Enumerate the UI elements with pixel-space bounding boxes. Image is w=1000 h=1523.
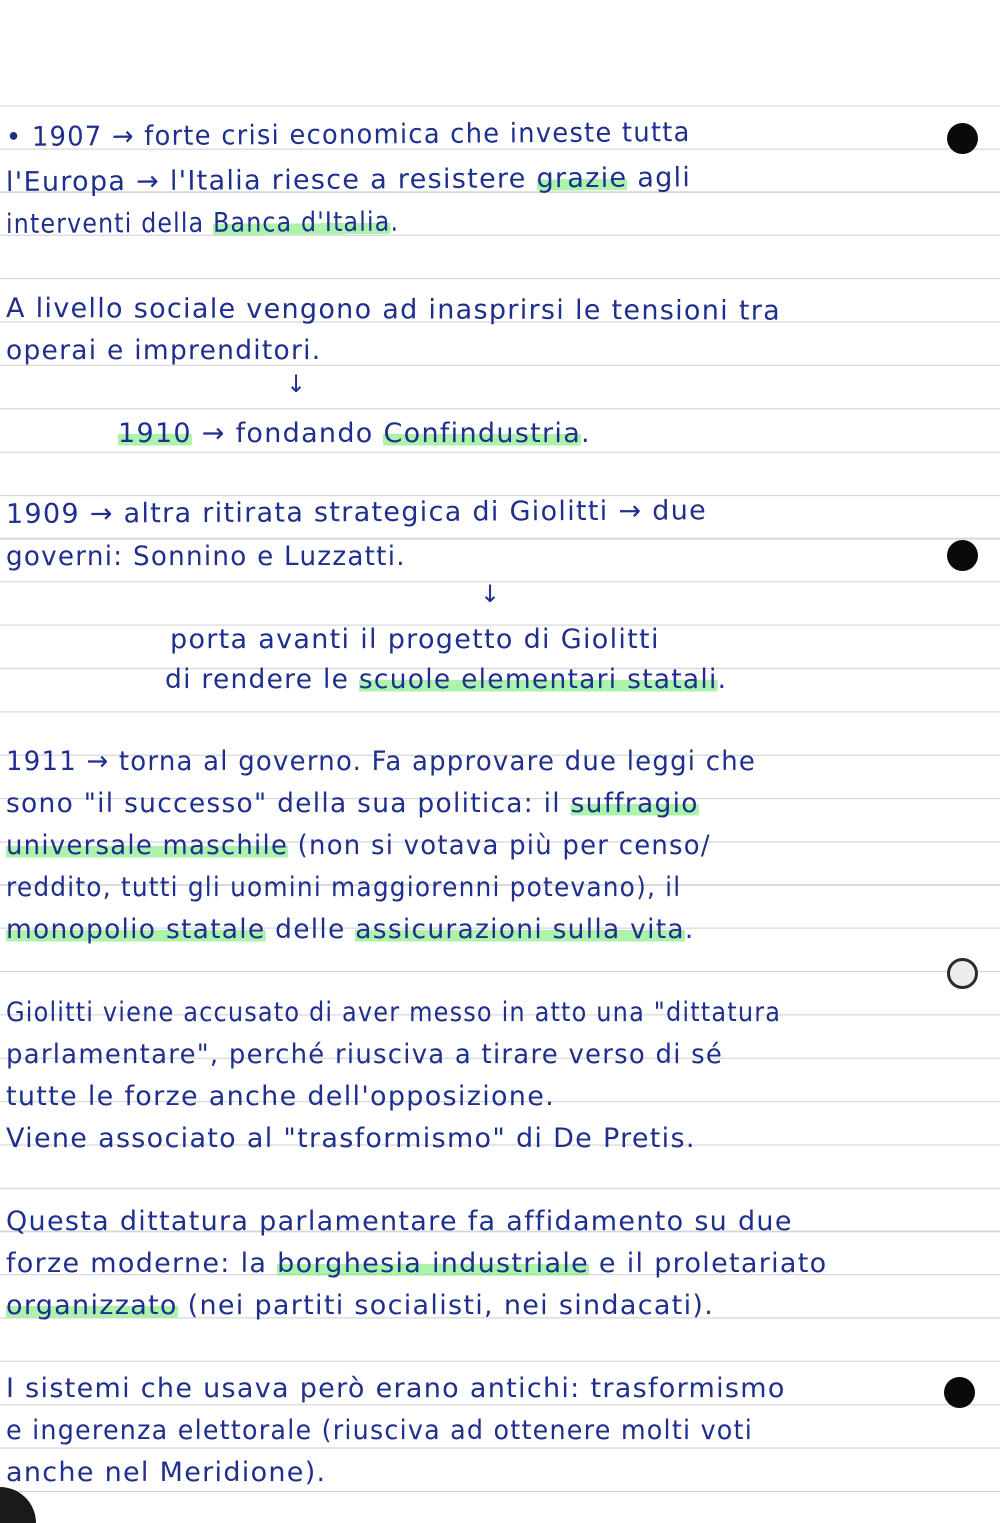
note-line: I sistemi che usava però erano antichi: trasformismo: [6, 1373, 786, 1404]
note-text: delle: [265, 914, 356, 945]
down-arrow-icon: ↓: [480, 580, 501, 608]
note-text: .: [390, 206, 400, 238]
note-line: [6, 203, 399, 245]
note-text: .: [684, 914, 695, 945]
note-line: [6, 158, 691, 203]
note-line: anche nel Meridione).: [6, 1457, 327, 1488]
note-line: [6, 826, 711, 866]
note-line: 1909 → altra ritirata strategica di Giolitti → due: [5, 495, 708, 530]
note-line: porta avanti il progetto di Giolitti: [170, 624, 660, 655]
note-line: [6, 1286, 714, 1326]
note-line: Questa dittatura parlamentare fa affidamento su due: [6, 1206, 793, 1237]
note-text: forze moderne: la: [6, 1248, 278, 1279]
note-text: di rendere le: [165, 664, 359, 695]
binder-hole-icon: [947, 540, 978, 571]
note-text: agli: [627, 162, 692, 194]
note-line: operai e imprenditori.: [6, 335, 322, 366]
highlighted-text: Confindustria: [383, 418, 582, 449]
note-text: sono "il successo" della sua politica: il: [6, 788, 571, 819]
note-line: reddito, tutti gli uomini maggiorenni potevano), il: [6, 872, 682, 903]
highlighted-text: 1910: [118, 418, 192, 449]
highlighted-text: scuole elementari statali: [358, 664, 718, 695]
binder-hole-icon: [947, 958, 978, 989]
note-line: Giolitti viene accusato di aver messo in atto una "dittatura: [6, 997, 782, 1028]
note-text: (nei partiti socialisti, nei sindacati).: [177, 1290, 715, 1321]
highlighted-text: grazie: [536, 162, 628, 195]
note-line: [6, 784, 699, 824]
note-line: tutte le forze anche dell'opposizione.: [6, 1081, 556, 1112]
note-line: 1911 → torna al governo. Fa approvare due leggi che: [6, 746, 757, 777]
highlighted-text: suffragio: [570, 788, 699, 819]
down-arrow-icon: ↓: [286, 370, 307, 398]
note-line: [6, 1244, 827, 1284]
note-line: governi: Sonnino e Luzzatti.: [6, 541, 406, 572]
note-line: e ingerenza elettorale (riusciva ad ottenere molti voti: [6, 1415, 754, 1446]
note-line: [165, 660, 727, 700]
note-line: A livello sociale vengono ad inasprirsi le tensioni tra: [5, 293, 782, 327]
note-line: • 1907 → forte crisi economica che investe tutta: [5, 116, 691, 153]
highlighted-text: monopolio statale: [6, 914, 266, 945]
note-line: [118, 414, 591, 454]
note-text: interventi della: [5, 207, 214, 240]
highlighted-text: Banca d'Italia: [212, 206, 391, 239]
highlighted-text: organizzato: [6, 1290, 178, 1321]
highlighted-text: assicurazioni sulla vita: [355, 914, 685, 945]
note-line: [6, 910, 695, 950]
note-text: e il proletariato: [589, 1248, 828, 1279]
note-line: parlamentare", perché riusciva a tirare verso di sé: [6, 1039, 724, 1070]
binder-hole-icon: [944, 1377, 975, 1408]
note-text: l'Europa → l'Italia riesce a resistere: [5, 163, 537, 198]
binder-hole-icon: [947, 123, 978, 154]
note-text: .: [581, 418, 591, 449]
note-text: → fondando: [191, 418, 384, 449]
note-line: Viene associato al "trasformismo" di De Pretis.: [6, 1123, 696, 1154]
highlighted-text: universale maschile: [6, 830, 289, 861]
note-text: .: [717, 664, 728, 695]
note-text: (non si votava più per censo/: [288, 830, 711, 861]
highlighted-text: borghesia industriale: [277, 1248, 590, 1279]
